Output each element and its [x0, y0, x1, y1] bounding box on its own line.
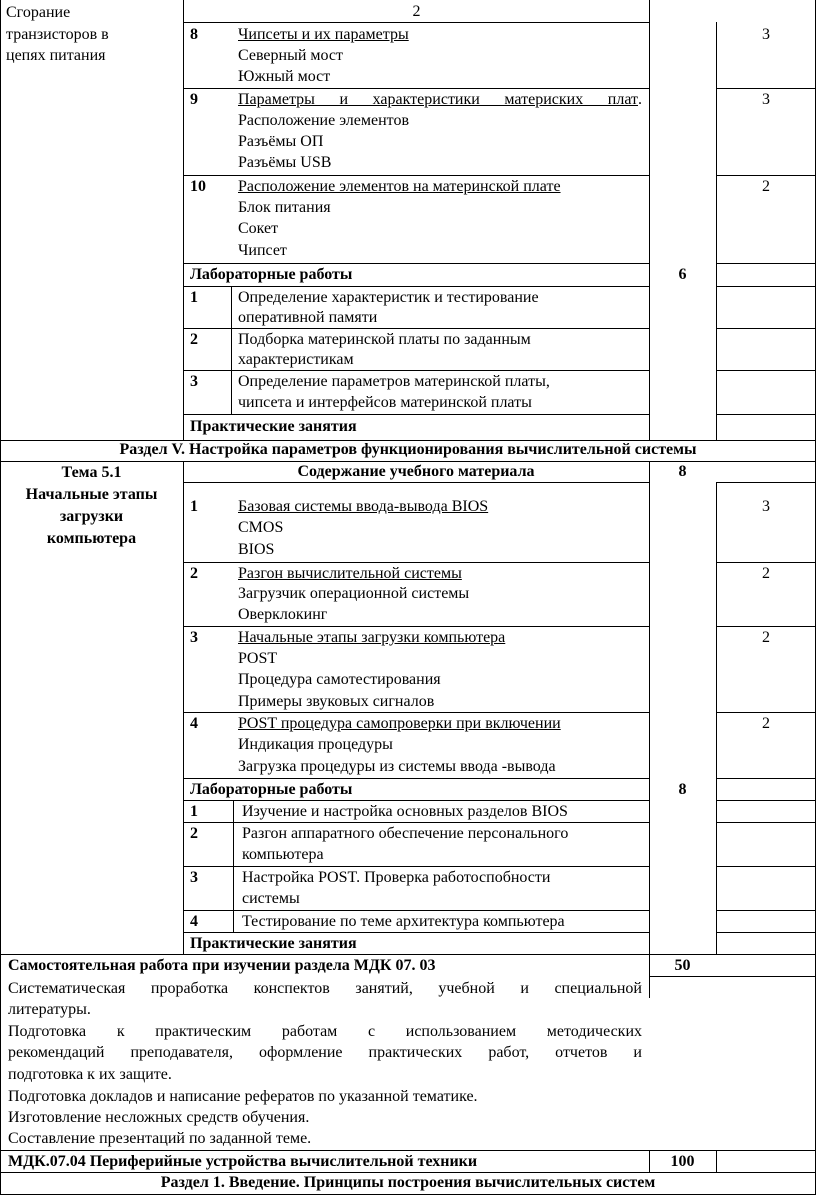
self-work-line: Изготовление несложных средств обучения.: [8, 1109, 310, 1126]
self-work-line: Подготовка к практическим работам с использованием методических: [8, 1023, 642, 1040]
item-number: 8: [190, 26, 198, 43]
item-level: 3: [762, 91, 770, 108]
mdk-hours: 100: [670, 1153, 695, 1170]
item-sub: BIOS: [238, 541, 275, 558]
self-work-line: Подготовка докладов и написание рефератов по указанной тематике.: [8, 1088, 478, 1105]
content-header: Содержание учебного материала: [297, 463, 535, 480]
item-level: 2: [762, 629, 770, 646]
topic-cell: Тема 5.1 Начальные этапы загрузки компьютера: [25, 464, 158, 547]
lab-text: системы: [242, 890, 300, 907]
content-hours: 8: [678, 463, 687, 480]
item-number: 9: [190, 91, 198, 108]
item-sub: Чипсет: [238, 242, 287, 259]
lab-number: 1: [190, 803, 198, 820]
item-sub: Блок питания: [238, 199, 331, 216]
self-work-line: Составление презентаций по заданной теме.: [8, 1130, 312, 1147]
lab-header: Лабораторные работы: [190, 266, 353, 283]
lab-number: 3: [190, 869, 198, 886]
item-sub: Загрузчик операционной системы: [238, 585, 470, 602]
lab-hours: 8: [678, 781, 687, 798]
item-sub: Расположение элементов: [238, 112, 409, 129]
item-sub: Оверклокинг: [238, 606, 328, 623]
item-sub: Загрузка процедуры из системы ввода -вывода: [238, 758, 556, 775]
practice-header: Практические занятия: [190, 935, 357, 952]
item-number: 10: [190, 178, 206, 195]
lab-header: Лабораторные работы: [190, 781, 353, 798]
item-sub: Сокет: [238, 220, 279, 237]
self-work-line: литературы.: [8, 1001, 91, 1018]
item-level: 2: [762, 715, 770, 732]
item-sub: POST: [238, 650, 278, 667]
item-number: 2: [190, 565, 198, 582]
lab-text: характеристикам: [238, 351, 354, 368]
lab-text: Определение характеристик и тестирование: [238, 289, 539, 306]
lab-text: Определение параметров материнской платы,: [238, 373, 550, 390]
self-work-line: подготовка к их защите.: [8, 1066, 172, 1083]
self-work-title: Самостоятельная работа при изучении раздела МДК 07. 03: [8, 957, 436, 974]
lab-text: Настройка POST. Проверка работоспобности: [242, 869, 551, 886]
item-number: 3: [190, 629, 198, 646]
topic-cell: Сгорание транзисторов в цепях питания: [6, 4, 109, 64]
item-title: Расположение элементов на материнской плате: [238, 178, 561, 195]
self-work-line: рекомендаций преподавателя, оформление практических работ, отчетов и: [8, 1044, 642, 1061]
lab-number: 1: [190, 289, 198, 306]
item-sub: Примеры звуковых сигналов: [238, 693, 435, 710]
item-sub: CMOS: [238, 519, 284, 536]
self-work-line: Систематическая проработка конспектов занятий, учебной и специальной: [8, 980, 642, 997]
item-title: Параметры и характеристики материских плат: [238, 91, 638, 108]
item-level: 2: [762, 565, 770, 582]
item-sub: Северный мост: [238, 47, 344, 64]
mdk-title: МДК.07.04 Периферийные устройства вычислительной техники: [8, 1153, 478, 1170]
lab-text: Разгон аппаратного обеспечение персонального: [242, 825, 569, 842]
hours-cell: 2: [412, 3, 421, 20]
lab-number: 2: [190, 331, 198, 348]
item-number: 1: [190, 498, 198, 515]
item-title: POST процедура самопроверки при включении: [238, 715, 561, 732]
item-sub: Южный мост: [238, 68, 331, 85]
lab-text: чипсета и интерфейсов материнской платы: [238, 394, 532, 411]
lab-text: Изучение и настройка основных разделов BIOS: [242, 803, 568, 820]
self-work-hours: 50: [674, 957, 691, 974]
lab-text: компьютера: [242, 846, 324, 863]
lab-hours: 6: [678, 266, 687, 283]
item-level: 3: [762, 26, 770, 43]
item-title-tail: .: [638, 91, 642, 108]
item-sub: Разъёмы ОП: [238, 133, 324, 150]
item-sub: Разъёмы USB: [238, 154, 332, 171]
lab-text: оперативной памяти: [238, 309, 378, 326]
lab-number: 3: [190, 373, 198, 390]
item-title: Чипсеты и их параметры: [238, 26, 409, 43]
item-title: Базовая системы ввода-вывода BIOS: [238, 498, 489, 515]
section-title: Раздел V. Настройка параметров функционирования вычислительной системы: [119, 441, 697, 458]
item-number: 4: [190, 715, 198, 732]
lab-text: Подборка материнской платы по заданным: [238, 331, 531, 348]
item-sub: Процедура самотестирования: [238, 671, 441, 688]
section-title: Раздел 1. Введение. Принципы построения вычислительных систем: [160, 1174, 656, 1191]
lab-number: 4: [190, 913, 198, 930]
lab-number: 2: [190, 825, 198, 842]
item-sub: Индикация процедуры: [238, 736, 393, 753]
item-title: Начальные этапы загрузки компьютера: [238, 629, 506, 646]
item-level: 3: [762, 498, 770, 515]
practice-header: Практические занятия: [190, 418, 357, 435]
item-title: Разгон вычислительной системы: [238, 565, 462, 582]
lab-text: Тестирование по теме архитектура компьютера: [242, 913, 565, 930]
item-level: 2: [762, 178, 770, 195]
